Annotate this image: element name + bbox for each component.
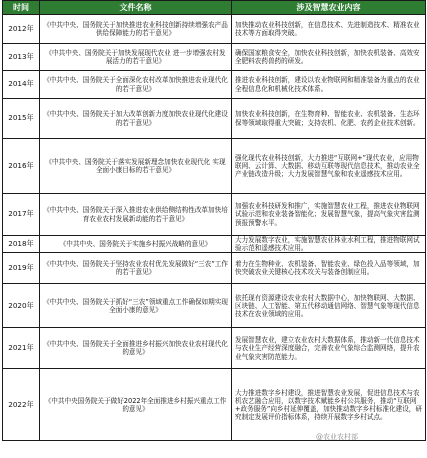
year-cell: 2019年 — [3, 253, 40, 284]
content-cell: 大力推进数字乡村建设，推进智慧农业发展，促进信息技术与农机农艺融合应用，以数字技术赋能乡村公共服务，推动“互联网+政务服务”向乡村延伸覆盖，加快推动数字乡村标准化建设，研究制定发展评价指标体系，持续开展数字乡村试点。 — [232, 369, 426, 441]
document-cell: 《中共中央、国务院关于坚持农业农村优先发展做好“三农”工作的若干意见》 — [40, 253, 232, 284]
table-row — [3, 194, 426, 236]
table-row — [3, 328, 426, 369]
content-cell: 加强农业科技研发和推广，实施智慧农业工程，推进农业物联网试验示范和农业装备智能化；发展智慧气象，提高气象灾害监测预报预警水平。 — [232, 194, 426, 236]
document-cell: 《中共中央、国务院关于加大改革创新力度加快农业现代化建设的若干意见》 — [40, 99, 232, 139]
content-cell: 大力发展数字农业，实施智慧农业林业水利工程，推进物联网试验示范和遥感技术应用。 — [232, 236, 426, 253]
document-cell: 《中共中央国务院关于做好2022年全面推进乡村振兴重点工作的意见》 — [40, 369, 232, 441]
content-cell: 确保国家粮食安全，加快农业科技创新，加快农机装备、高效安全肥料农药兽药的研发。 — [232, 44, 426, 71]
header-row — [3, 1, 426, 15]
content-cell: 依托现有资源建设农业农村大数据中心，加快物联网、大数据、区块链、人工智能、第五代移动通信网络、智慧气象等现代信息技术在农业领域的应用。 — [232, 284, 426, 328]
document-cell: 《中共中央、国务院关于全面深化农村改革加快推进农业现代化的若干意见》 — [40, 71, 232, 99]
table-row — [3, 139, 426, 194]
table-row — [3, 71, 426, 99]
table-row — [3, 253, 426, 284]
year-cell: 2022年 — [3, 369, 40, 441]
table-body — [3, 15, 426, 441]
document-cell: 《中共中央、国务院关于落实发展新理念加快农业现代化 实现全面小康目标的若干意见》 — [40, 139, 232, 194]
year-cell: 2018年 — [3, 236, 40, 253]
year-cell: 2013年 — [3, 44, 40, 71]
content-cell: 加快农业科技创新，在生物育种、智能农业、农机装备、生态环保等领域取得重大突破；支持农机、化肥、农药企业技术创新。 — [232, 99, 426, 139]
year-cell: 2014年 — [3, 71, 40, 99]
document-cell: 《中共中央、国务院关于实施乡村振兴战略的意见》 — [40, 236, 232, 253]
year-cell: 2016年 — [3, 139, 40, 194]
content-cell: 加快推动农业科技创新，在信息技术、先进制造技术、精准农业技术等方面取得突破。 — [232, 15, 426, 44]
document-cell: 《中共中央、国务院关于深入推进农业供给侧结构性改革加快培育农业农村发展新动能的若干意见》 — [40, 194, 232, 236]
year-cell: 2017年 — [3, 194, 40, 236]
year-cell: 2021年 — [3, 328, 40, 369]
document-cell: 《中共中央、国务院关于抓好“三农”领域重点工作确保如期实现全面小康的意见》 — [40, 284, 232, 328]
header-time: 时间 — [3, 1, 40, 15]
table-row — [3, 236, 426, 253]
table-row — [3, 15, 426, 44]
document-cell: 《中共中央、国务院关于加快推进农业科技创新持续增强农产品供给保障能力的若干意见》 — [40, 15, 232, 44]
header-smart-agriculture-content: 涉及智慧农业内容 — [232, 1, 426, 15]
content-cell: 着力在生物种业、农机装备、智能农业、绿色投入品等领域，加快突破农业关键核心技术攻关与装备创制应用。 — [232, 253, 426, 284]
year-cell: 2012年 — [3, 15, 40, 44]
year-cell: 2015年 — [3, 99, 40, 139]
watermark: @农业农村部 — [316, 433, 358, 441]
document-cell: 《中共中央、国务院关于全面推进乡村振兴加快农业农村现代化的意见》 — [40, 328, 232, 369]
header-document-name: 文件名称 — [40, 1, 232, 15]
policy-table — [2, 0, 426, 441]
table-row — [3, 284, 426, 328]
content-cell: 强化现代农业科技创新，大力推进“互联网+”现代农业，应用物联网、云计算、大数据、移动互联等现代信息技术，推动农业全产业链改造升级；大力发展智慧气象和农业遥感技术应用。 — [232, 139, 426, 194]
document-cell: 《中共中央、国务院关于加快发展现代农业 进一步增强农村发展活力的若干意见》 — [40, 44, 232, 71]
table-row — [3, 369, 426, 441]
table-header — [3, 1, 426, 15]
table-row — [3, 99, 426, 139]
content-cell: 推进农业科技创新，建设以农业物联网和精准装备为重点的农业全程信息化和机械化技术体系。 — [232, 71, 426, 99]
content-cell: 发展智慧农业，建立农业农村大数据体系，推动新一代信息技术与农业生产经营深度融合，完善农业气象综合监测网络，提升农业气象灾害防范能力。 — [232, 328, 426, 369]
table-row — [3, 44, 426, 71]
year-cell: 2020年 — [3, 284, 40, 328]
